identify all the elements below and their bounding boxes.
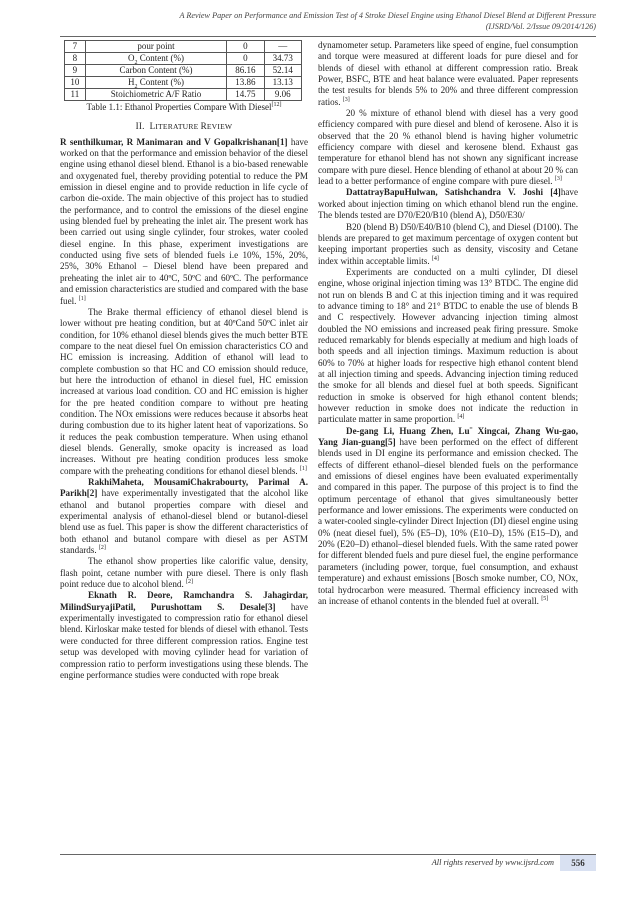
table-cell-prop: Carbon Content (%) (85, 65, 226, 77)
left-column (60, 40, 308, 681)
paragraph: 20 % mixture of ethanol blend with diesel has a very good efficiency compared with pure diesel and blend of kerosene. Also it is observed that the 20 % ethanol blend is having higher volumetric efficiency compare with diesel and kerosene blend. Exhaust gas temperature for ethanol blend has not shown any significant increase compare with pure diesel. Hence blending of ethanol at about 20 % can lead to a better performance of engine compare with pure diesel. [3] (318, 108, 578, 187)
paragraph: DattatrayBapuHulwan, Satishchandra V. Joshi [4]have worked about injection timing on which ethanol blend run the engine. The blends tested are D70/E20/B10 (blend A), D50/E30/ (318, 187, 578, 221)
paragraph: R senthilkumar, R Manimaran and V Gopalkrishanan[1] have worked on that the performance and emission behavior of the diesel engine using ethanol diesel blend. Ethanol is a bio-based renewable and oxygenated fuel, thereby providing potential to reduce the PM emission in diesel engine and to provide reduction in life cycle of carbon die-oxide. The main objective of this project has to studied the performance, and to control the emissions of the diesel engine using blended fuel by preheating the inlet air. The present work has been carried out using single cylinder, four strokes, water cooled diesel engine. In this phase, experiment investigations are conducted using five sets of blended fuels i.e 10%, 15%, 20%, 25%, 30% Ethanol – Diesel blend have been prepared and preheating the inlet air to 40ºC, 50ºC and 60ºC. The performance and emission characteristics are studied and compared with the base fuel. [1] (60, 136, 308, 306)
paragraph: The Brake thermal efficiency of ethanol diesel blend is lower without pre heating condition, but at 40ºCand 50ºC inlet air condition, for 10% ethanol diesel blends gives the much better BTE compare to the neat diesel fuel On emission characteristics CO and HC emission is increasing. Addition of ethanol will lead to complete combustion so that HC and CO emission should reduce, but here the introduction of ethanol in diesel fuel, HC emission increased at various load condition. CO and HC emission is higher for the pre heated condition compare to without pre heating condition. The NOx emissions were reduces because it absorbs heat during combustion due to its higher latent heat of vaporizations. So it reduces the peak combustion temperature. When using ethanol diesel blends. Generally, smoke opacity is increased as load increases. Without pre heating condition produces less smoke compare with the preheating conditions for ethanol diesel blends. [1] (60, 306, 308, 476)
footer-copyright: All rights reserved by www.ijsrd.com (431, 858, 554, 867)
table-row (65, 65, 302, 77)
footer-rule (60, 854, 596, 855)
header-rule (60, 36, 596, 37)
table-row (65, 53, 302, 65)
table-cell-b: 9.06 (264, 89, 301, 101)
table-cell-prop: pour point (85, 41, 226, 53)
paragraph: RakhiMaheta, MousamiChakrabourty, Parimal A. Parikh[2] have experimentally investigated that the alcohol like ethanol and butanol properties compare with diesel and experimental analysis of ethanol-diesel blend or butanol-diesel blend use as fuel. This paper is show the different characteristics of both ethanol and butanol compare with diesel as per ASTM standards. [2] (60, 477, 308, 556)
header-journal: (IJSRD/Vol. 2/Issue 09/2014/126) (485, 22, 596, 31)
table-cell-num: 10 (65, 77, 86, 89)
running-header (179, 10, 596, 32)
properties-table (64, 40, 302, 101)
paragraph: B20 (blend B) D50/E40/B10 (blend C), and Diesel (D100). The blends are prepared to get maximum percentage of oxygen content but keeping important properties such as density, viscosity and Cetane index within acceptable limits. [4] (318, 221, 578, 266)
table-cell-prop: $H_2$ Content (%) (85, 77, 226, 89)
page-number: 556 (560, 855, 596, 871)
table-cell-b: — (264, 41, 301, 53)
table-cell-b: 13.13 (264, 77, 301, 89)
table-cell-prop: Stoichiometric A/F Ratio (85, 89, 226, 101)
paragraph: The ethanol show properties like calorific value, density, flash point, cetane number with pure diesel. There is only flash point reduce due to alcohol blend. [2] (60, 556, 308, 590)
table-cell-b: 52.14 (264, 65, 301, 77)
table-cell-a: 86.16 (227, 65, 264, 77)
table-cell-prop: $O_2$ Content (%) (85, 53, 226, 65)
table-cell-a: 0 (227, 53, 264, 65)
authors: Eknath R. Deore, Ramchandra S. Jahagirdar, MilindSuryajiPatil, Purushottam S. Desale[3] (60, 590, 308, 612)
table-cell-num: 7 (65, 41, 86, 53)
table-row (65, 41, 302, 53)
authors: De-gang Li, Huang Zhen, Lu¨ Xingcai, Zhang Wu-gao, Yang Jian-guang[5] (318, 425, 578, 448)
authors: RakhiMaheta, MousamiChakrabourty, Parimal A. Parikh[2] (60, 477, 308, 499)
table-cell-a: 14.75 (227, 89, 264, 101)
table-caption: Table 1.1: Ethanol Properties Compare With Diesel[12] (86, 102, 282, 112)
authors: R senthilkumar, R Manimaran and V Gopalkrishanan[1] (60, 136, 288, 147)
table-row (65, 77, 302, 89)
table-row (65, 89, 302, 101)
paragraph: Eknath R. Deore, Ramchandra S. Jahagirdar, MilindSuryajiPatil, Purushottam S. Desale[3] have experimentally investigated to compression ratio for ethanol diesel blend. Kirloskar make tested for blends of diesel with ethanol. Tests were conducted for three different compression ratios. Engine test setup was developed with moving cylinder head for variation of compression ratio to perform investigations using these blends. The engine performance studies were conducted with rope break (60, 590, 308, 680)
paragraph: dynamometer setup. Parameters like speed of engine, fuel consumption and torque were measured at different loads for pure diesel and for blends of diesel with ethanol at different compression ratio. Break Power, BSFC, BTE and heat balance were evaluated. Paper represents the test results for blends 5% to 20% and three different compression ratios. [3] (318, 40, 578, 107)
paragraph: Experiments are conducted on a multi cylinder, DI diesel engine, whose original injection timing was 13° BTDC. The engine did not run on blends B and C at this injection timing and it was required to advance timing to 18° and 21° BTDC to enable the use of blends B and C respectively. However advancing injection timing almost doubled the NO emissions and increased peak firing pressure. Smoke reduced remarkably for blends especially at medium and high loads of both speeds and all injection timings. Maximum reduction is about 60% to 70% at higher loads for respective high ethanol content blend at all injection timing and speeds. Advancing injection timing reduced the smoke for all blends and diesel fuel at both speeds. Significant reduction in smoke is observed for high ethanol content blends; however reduction in smoke does not indicate the reduction in particulate matter in same proportion. [4] (318, 266, 578, 425)
section-heading: II. LITERATURE REVIEW (135, 121, 233, 132)
table-cell-a: 13.86 (227, 77, 264, 89)
table-cell-num: 11 (65, 89, 86, 101)
table-cell-a: 0 (227, 41, 264, 53)
header-title: A Review Paper on Performance and Emission Test of 4 Stroke Diesel Engine using Ethanol Diesel Blend at Different Pressure (179, 11, 596, 20)
authors: DattatrayBapuHulwan, Satishchandra V. Joshi [4] (346, 187, 561, 198)
table-cell-b: 34.73 (264, 53, 301, 65)
table-cell-num: 8 (65, 53, 86, 65)
right-column (318, 40, 578, 607)
paragraph: De-gang Li, Huang Zhen, Lu¨ Xingcai, Zhang Wu-gao, Yang Jian-guang[5] have been performed on the effect of different blends used in DI engine its performance and emission checked. The effects of different ethanol–diesel blended fuels on the performance and emissions of diesel engines have been evaluated experimentally and compared in this paper. The purpose of this project is to find the optimum percentage of ethanol that gives simultaneously better performance and lower emissions. The experiments were conducted on a water-cooled single-cylinder Direct Injection (DI) diesel engine using 0% (neat diesel fuel), 5% (E5–D), 10% (E10–D), 15% (E15–D), and 20% (E20–D) ethanol–diesel blended fuels. With the same rated power for different blended fuels and pure diesel fuel, the engine performance parameters (including power, torque, fuel consumption, and exhaust temperature) and exhaust emissions [Bosch smoke number, CO, NOx, total hydrocarbon were measured. Thermal efficiency increased with an increase of ethanol contents in the blended fuel at overall. [5] (318, 425, 578, 606)
table-cell-num: 9 (65, 65, 86, 77)
